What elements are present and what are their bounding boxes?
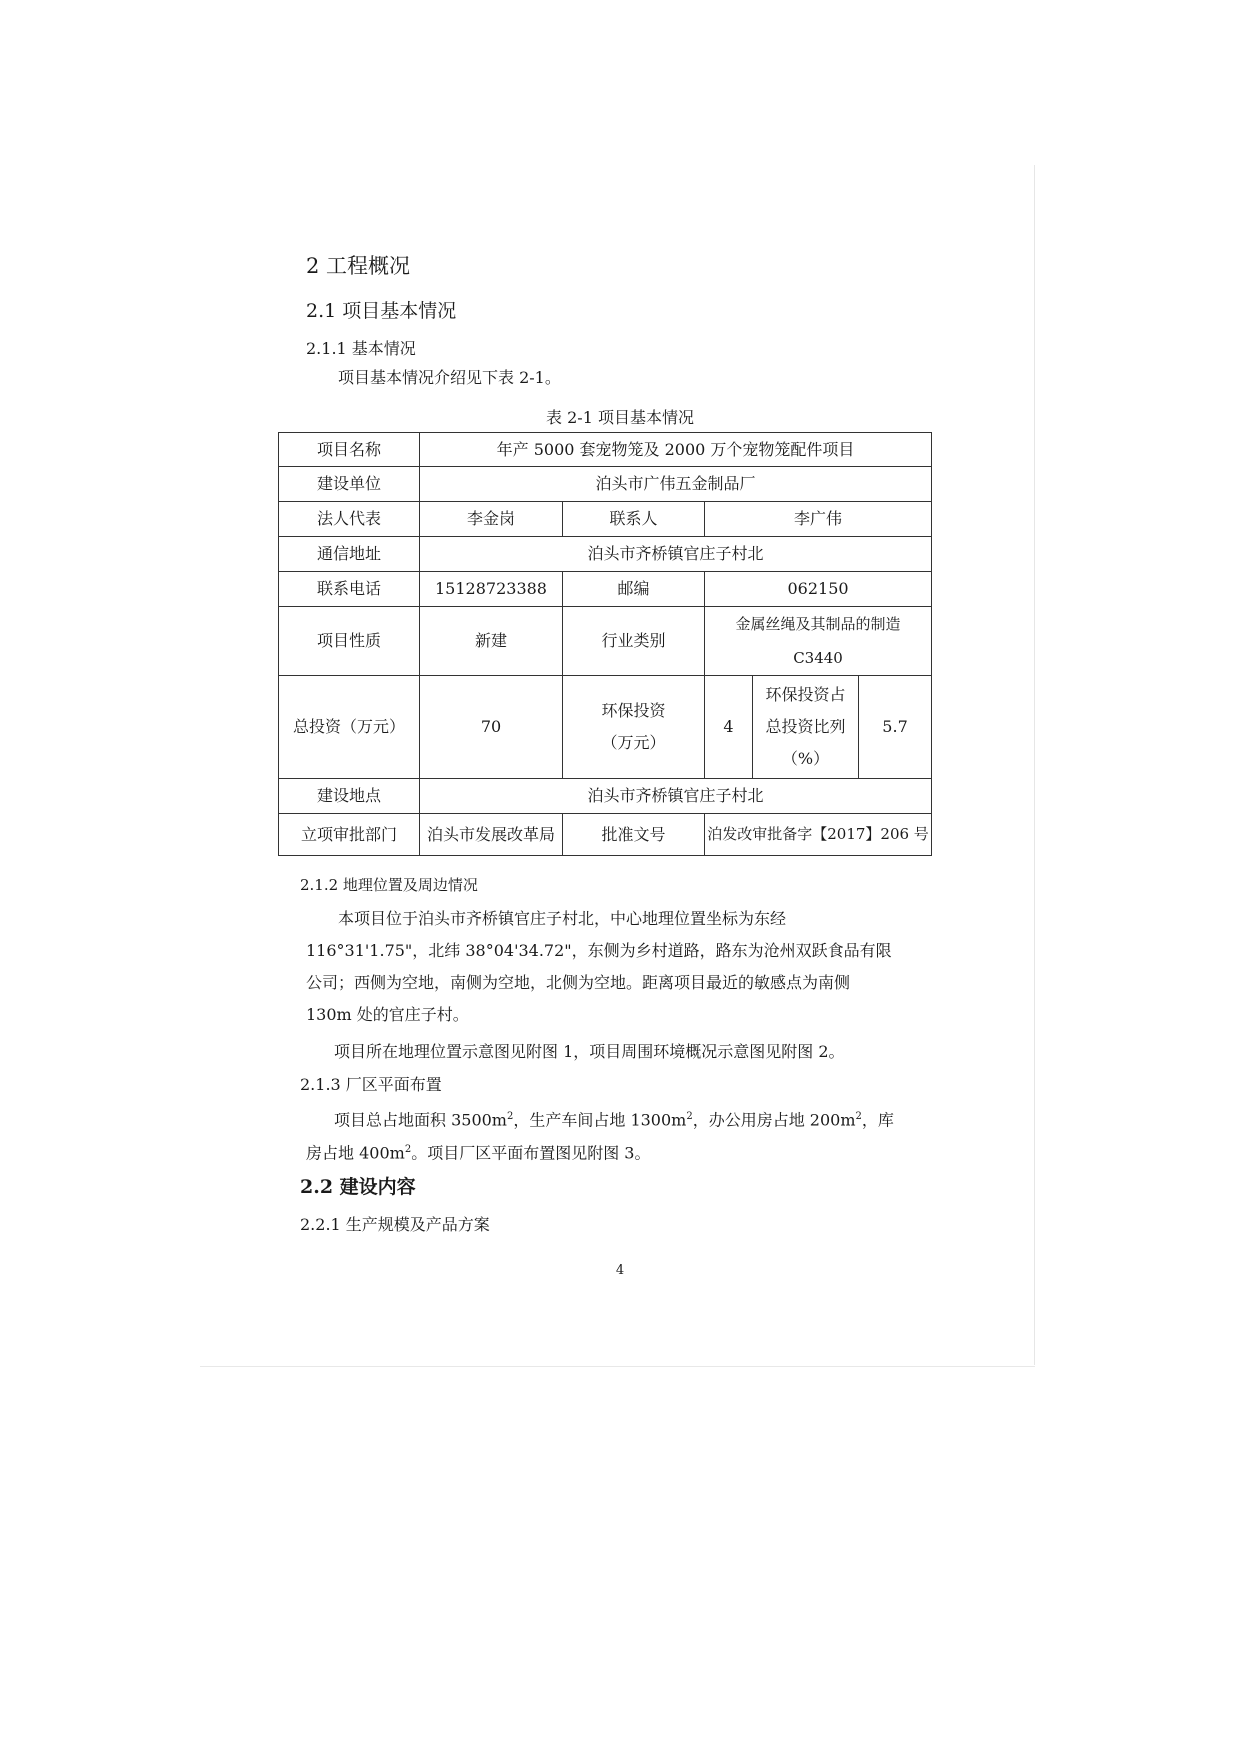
table-row	[279, 502, 932, 537]
table-label: 联系人	[563, 502, 705, 537]
table-label: 项目名称	[279, 433, 420, 467]
table-value: 70	[420, 676, 563, 779]
table-row	[279, 607, 932, 676]
table-value: 15128723388	[420, 572, 563, 607]
table-value: 泊发改审批备字【2017】206 号	[705, 814, 932, 856]
table-label: 邮编	[563, 572, 705, 607]
scan-edge-right	[1034, 165, 1035, 1365]
table-label: 通信地址	[279, 537, 420, 572]
env-invest-label: 环保投资	[601, 701, 666, 720]
superscript: 2	[686, 1111, 693, 1122]
table-label: 项目性质	[279, 607, 420, 676]
env-ratio-label-1: 环保投资占	[765, 685, 846, 704]
table-row	[279, 433, 932, 467]
env-ratio-label-2: 总投资比列	[765, 717, 846, 736]
table-row	[279, 676, 932, 779]
paragraph-line: 130m 处的官庄子村。	[306, 1005, 469, 1024]
chapter-title: 2 工程概况	[306, 254, 411, 278]
table-row	[279, 537, 932, 572]
table-label: 法人代表	[279, 502, 420, 537]
paragraph-line	[306, 1134, 650, 1169]
industry-code: C3440	[793, 649, 843, 667]
area-warehouse-prefix: ，库	[861, 1110, 894, 1130]
table-caption: 表 2-1 项目基本情况	[546, 408, 694, 427]
table-value: 5.7	[859, 676, 932, 779]
table-value: 泊头市广伟五金制品厂	[420, 467, 932, 502]
table-label: 批准文号	[563, 814, 705, 856]
table-value: 泊头市齐桥镇官庄子村北	[420, 537, 932, 572]
layout-reference: 。项目厂区平面布置图见附图 3。	[411, 1143, 651, 1163]
industry-name: 金属丝绳及其制品的制造	[735, 615, 901, 633]
area-office: ，办公用房占地 200m	[692, 1110, 856, 1130]
project-info-table	[278, 432, 932, 856]
table-row	[279, 572, 932, 607]
table-row	[279, 814, 932, 856]
table-label: 联系电话	[279, 572, 420, 607]
paragraph-line	[334, 1101, 894, 1136]
superscript: 2	[506, 1111, 514, 1122]
table-value: 年产 5000 套宠物笼及 2000 万个宠物笼配件项目	[420, 433, 932, 467]
subsection-title-2-1-1: 2.1.1 基本情况	[306, 339, 416, 358]
table-value: 泊头市发展改革局	[420, 814, 563, 856]
table-row	[279, 467, 932, 502]
env-ratio-unit: （%）	[781, 749, 830, 768]
subsection-title-2-2-1: 2.2.1 生产规模及产品方案	[300, 1215, 490, 1234]
table-intro: 项目基本情况介绍见下表 2-1。	[338, 368, 561, 387]
table-label-env-ratio	[753, 676, 859, 779]
section-title-2-2: 2.2 建设内容	[300, 1176, 416, 1198]
table-label-env-invest	[563, 676, 705, 779]
superscript: 2	[855, 1111, 862, 1122]
subsection-title-2-1-2: 2.1.2 地理位置及周边情况	[300, 876, 478, 894]
paragraph-line: 公司；西侧为空地，南侧为空地，北侧为空地。距离项目最近的敏感点为南侧	[306, 973, 851, 992]
section-title-2-1: 2.1 项目基本情况	[306, 300, 457, 322]
page-number: 4	[615, 1263, 625, 1278]
table-label: 建设单位	[279, 467, 420, 502]
table-row	[279, 779, 932, 814]
paragraph-line: 116°31'1.75"，北纬 38°04'34.72"，东侧为乡村道路，路东为沧州双跃食品有限	[306, 941, 892, 960]
scan-edge-bottom	[200, 1366, 1035, 1367]
table-value: 062150	[705, 572, 932, 607]
superscript: 2	[404, 1144, 412, 1155]
env-invest-unit: （万元）	[601, 733, 666, 752]
area-total: 项目总占地面积 3500m	[334, 1110, 507, 1130]
table-label: 总投资（万元）	[279, 676, 420, 779]
subsection-title-2-1-3: 2.1.3 厂区平面布置	[300, 1075, 442, 1094]
table-value: 泊头市齐桥镇官庄子村北	[420, 779, 932, 814]
table-value: 新建	[420, 607, 563, 676]
table-label: 立项审批部门	[279, 814, 420, 856]
table-value: 4	[705, 676, 753, 779]
paragraph-line: 本项目位于泊头市齐桥镇官庄子村北，中心地理位置坐标为东经	[338, 909, 787, 928]
table-value: 李广伟	[705, 502, 932, 537]
table-value-industry	[705, 607, 932, 676]
area-workshop: ，生产车间占地 1300m	[513, 1110, 687, 1130]
table-label: 建设地点	[279, 779, 420, 814]
table-label: 行业类别	[563, 607, 705, 676]
table-value: 李金岗	[420, 502, 563, 537]
paragraph-line: 项目所在地理位置示意图见附图 1，项目周围环境概况示意图见附图 2。	[334, 1042, 845, 1061]
area-warehouse: 房占地 400m	[306, 1143, 405, 1163]
